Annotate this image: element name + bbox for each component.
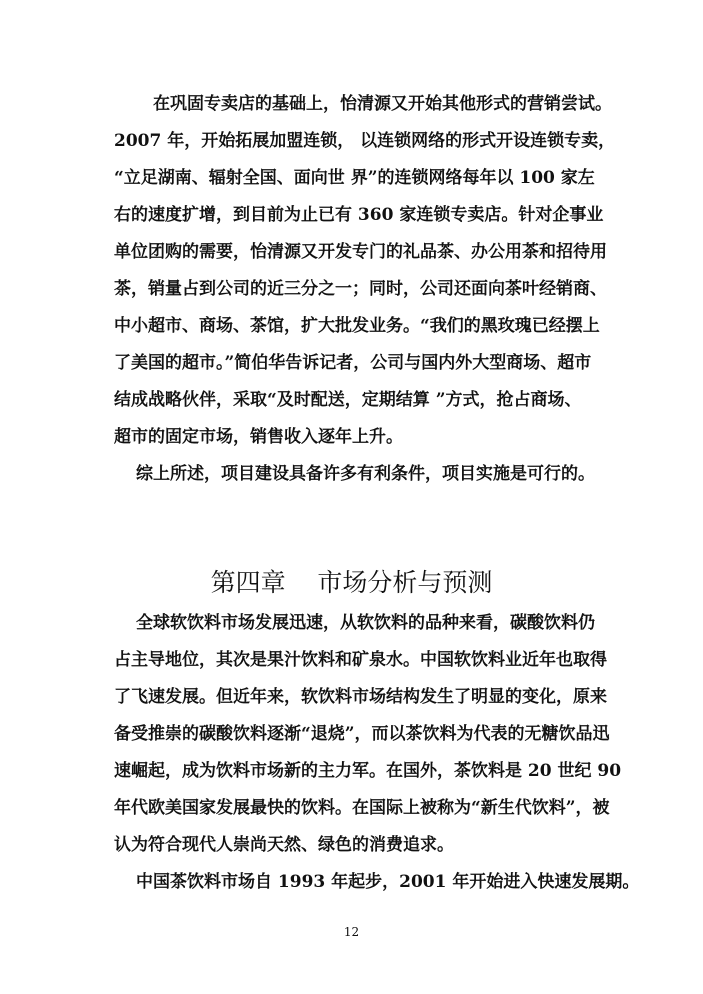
paragraph-line: 占主导地位，其次是果汁饮料和矿泉水。中国软饮料业近年也取得 (114, 650, 607, 670)
paragraph-line: 年代欧美国家发展最快的饮料。在国际上被称为“新生代饮料”，被 (114, 798, 610, 818)
paragraph-line: 综上所述，项目建设具备许多有利条件，项目实施是可行的。 (136, 464, 595, 484)
paragraph-line: 中国茶饮料市场自 1993 年起步，2001 年开始进入快速发展期。 (136, 872, 640, 892)
paragraph-line: 了飞速发展。但近年来，软饮料市场结构发生了明显的变化，原来 (114, 687, 607, 707)
paragraph-line: 2007 年，开始拓展加盟连锁， 以连锁网络的形式开设连锁专卖， (114, 131, 616, 151)
paragraph-line: 茶，销量占到公司的近三分之一；同时，公司还面向茶叶经销商、 (114, 279, 607, 299)
paragraph-line: 结成战略伙伴，采取“及时配送，定期结算 ”方式，抢占商场、 (114, 390, 582, 410)
paragraph-line: 中小超市、商场、茶馆，扩大批发业务。“我们的黑玫瑰已经摆上 (114, 316, 600, 336)
page-number: 12 (343, 925, 360, 939)
paragraph-line: 单位团购的需要，怡清源又开发专门的礼品茶、办公用茶和招待用 (114, 242, 607, 262)
chapter-title: 第四章 市场分析与预测 (210, 568, 493, 597)
paragraph-line: 备受推崇的碳酸饮料逐渐“退烧”，而以茶饮料为代表的无糖饮品迅 (114, 724, 610, 744)
paragraph-line: 超市的固定市场，销售收入逐年上升。 (114, 427, 403, 447)
paragraph-line: 速崛起，成为饮料市场新的主力军。在国外，茶饮料是 20 世纪 90 (114, 761, 622, 781)
paragraph-line: “立足湖南、辐射全国、面向世 界”的连锁网络每年以 100 家左 (114, 168, 595, 188)
paragraph-line: 了美国的超市。”简伯华告诉记者，公司与国内外大型商场、超市 (114, 353, 592, 373)
paragraph-line: 认为符合现代人崇尚天然、绿色的消费追求。 (114, 835, 454, 855)
paragraph-line: 在巩固专卖店的基础上，怡清源又开始其他形式的营销尝试。 (153, 94, 612, 114)
paragraph-line: 右的速度扩增，到目前为止已有 360 家连锁专卖店。针对企事业 (114, 205, 604, 225)
paragraph-line: 全球软饮料市场发展迅速，从软饮料的品种来看，碳酸饮料仍 (136, 613, 595, 633)
